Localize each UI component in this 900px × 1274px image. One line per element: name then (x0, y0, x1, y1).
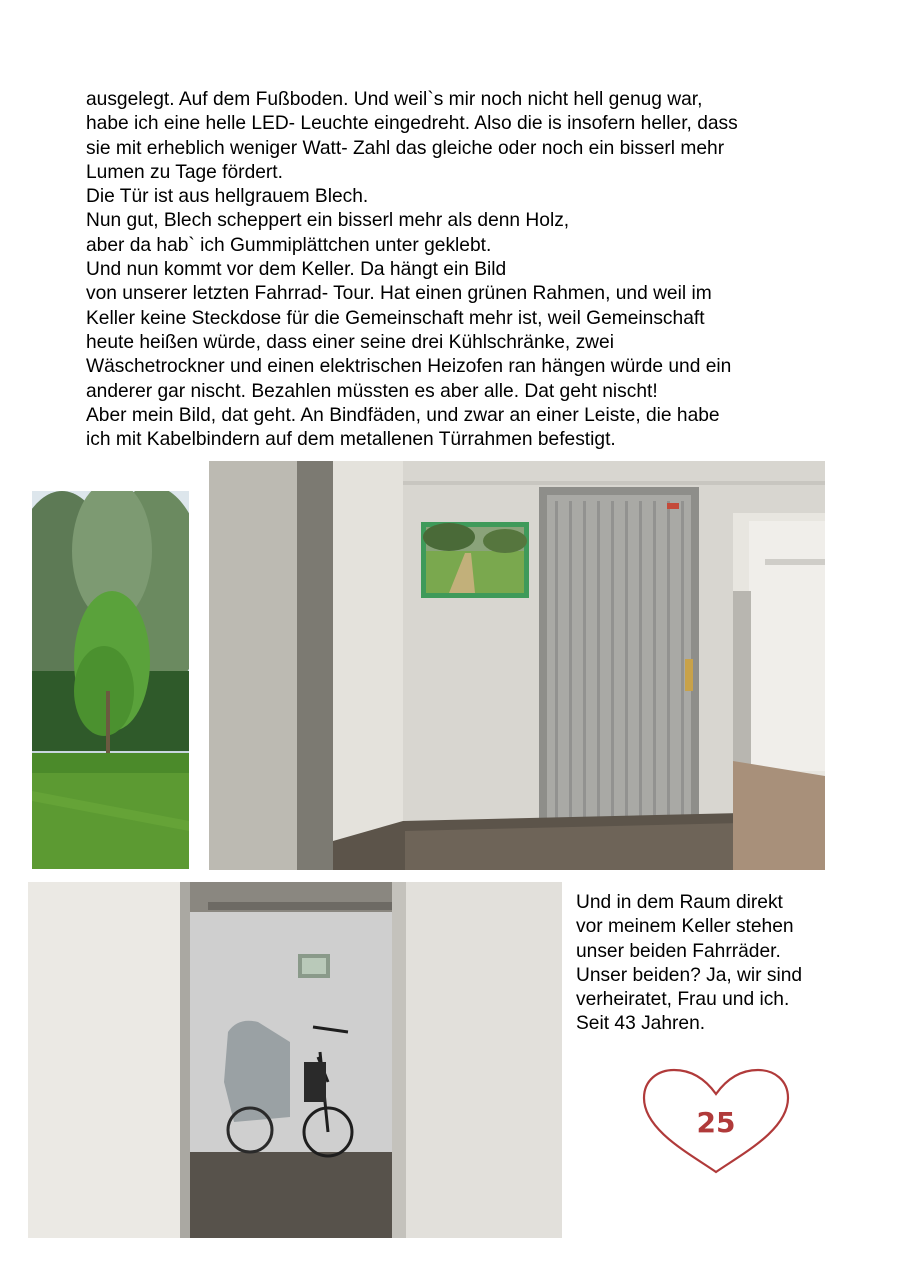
text-line: ausgelegt. Auf dem Fußboden. Und weil`s mir noch nicht hell genug war, (86, 89, 703, 110)
text-line: Die Tür ist aus hellgrauem Blech. (86, 186, 369, 208)
side-paragraph (576, 891, 836, 1037)
text-line: habe ich eine helle LED- Leuchte eingedreht. Also die is insofern heller, dass (86, 113, 738, 135)
text-line: Lumen zu Tage fördert. (86, 161, 283, 183)
page-number: 25 (696, 1106, 736, 1139)
text-line: Und in dem Raum direkt (576, 892, 783, 913)
text-line: verheiratet, Frau und ich. (576, 989, 790, 1011)
text-line: von unserer letzten Fahrrad- Tour. Hat einen grünen Rahmen, und weil im (86, 283, 712, 305)
text-line: Wäschetrockner und einen elektrischen Heizofen ran hängen würde und ein (86, 356, 732, 378)
main-paragraph (86, 88, 826, 452)
text-line: aber da hab` ich Gummiplättchen unter geklebt. (86, 234, 492, 256)
text-line: heute heißen würde, dass einer seine drei Kühlschränke, zwei (86, 331, 614, 353)
text-line: Nun gut, Blech scheppert ein bisserl mehr als denn Holz, (86, 210, 570, 232)
text-line: unser beiden Fahrräder. (576, 940, 781, 962)
text-line: ich mit Kabelbindern auf dem metallenen Türrahmen befestigt. (86, 429, 616, 451)
bicycles-photo (28, 882, 562, 1238)
text-line: sie mit erheblich weniger Watt- Zahl das gleiche oder noch ein bisserl mehr (86, 137, 725, 159)
page-number-heart (640, 1068, 792, 1176)
heart-icon (640, 1068, 792, 1176)
text-line: Seit 43 Jahren. (576, 1013, 706, 1035)
text-line: Und nun kommt vor dem Keller. Da hängt ein Bild (86, 259, 507, 281)
text-line: vor meinem Keller stehen (576, 916, 794, 938)
tree-photo (32, 491, 189, 869)
text-line: anderer gar nischt. Bezahlen müssten es aber alle. Dat geht nischt! (86, 380, 658, 402)
text-line: Keller keine Steckdose für die Gemeinschaft mehr ist, weil Gemeinschaft (86, 307, 705, 329)
text-line: Unser beiden? Ja, wir sind (576, 964, 803, 986)
text-line: Aber mein Bild, dat geht. An Bindfäden, und zwar an einer Leiste, die habe (86, 404, 720, 426)
cellar-door-photo (209, 461, 825, 870)
